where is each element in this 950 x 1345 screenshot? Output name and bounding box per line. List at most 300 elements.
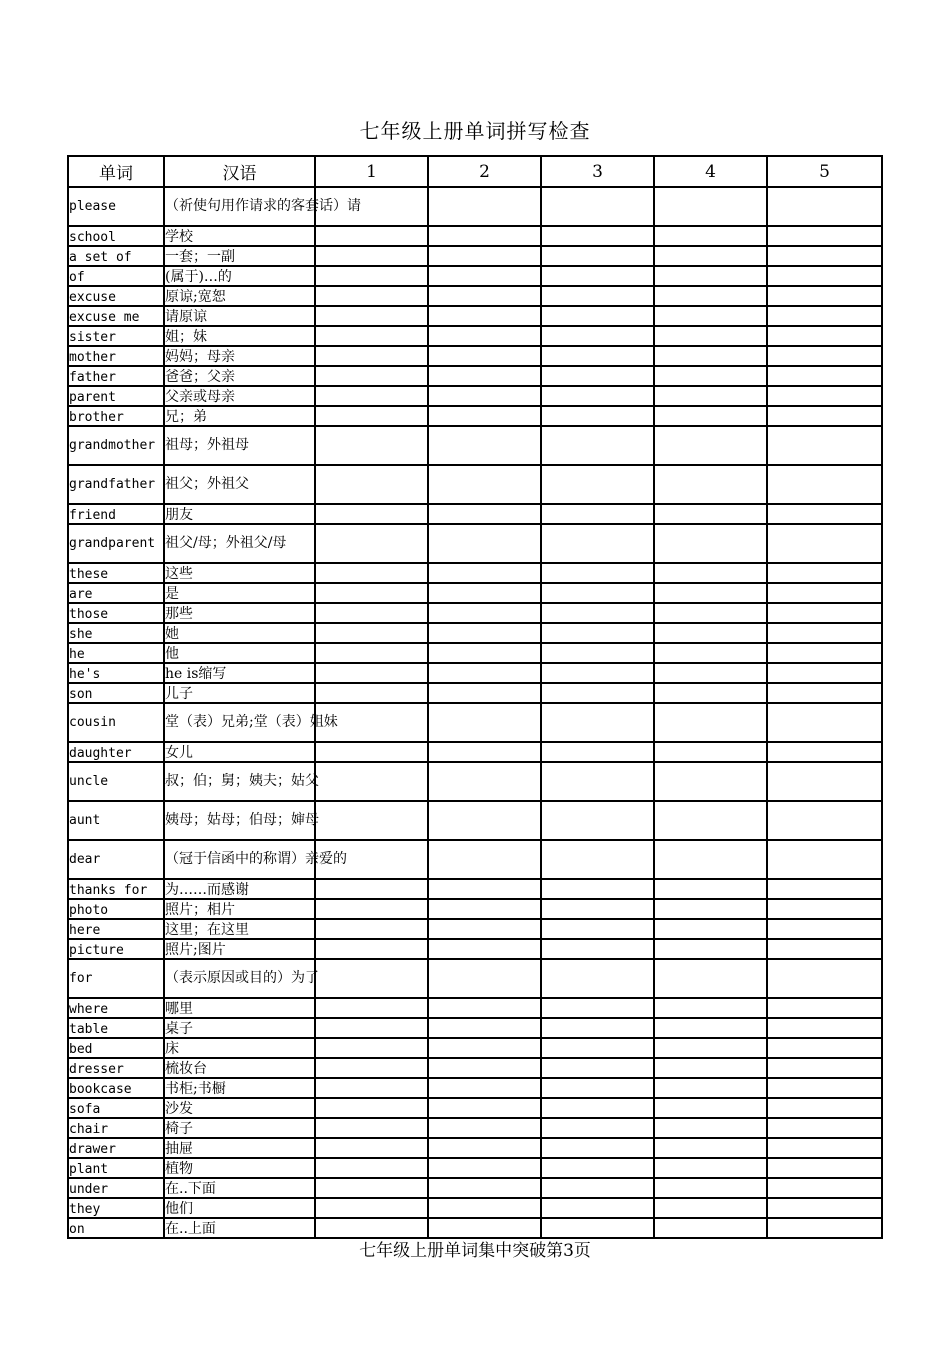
answer-cell-2[interactable] — [428, 959, 541, 998]
word-cell: drawer — [68, 1138, 164, 1158]
answer-cell-1[interactable] — [315, 959, 428, 998]
answer-cell-3[interactable] — [541, 465, 654, 504]
page-title: 七年级上册单词拼写检查 — [359, 119, 591, 143]
answer-cell-5[interactable] — [767, 1018, 882, 1038]
answer-cell-2[interactable] — [428, 899, 541, 919]
word-cell: father — [68, 366, 164, 386]
answer-cell-3[interactable] — [541, 879, 654, 899]
answer-cell-5[interactable] — [767, 563, 882, 583]
answer-cell-3[interactable] — [541, 1138, 654, 1158]
answer-cell-4[interactable] — [654, 801, 767, 840]
word-cell: mother — [68, 346, 164, 366]
answer-cell-4[interactable] — [654, 226, 767, 246]
answer-cell-4[interactable] — [654, 524, 767, 563]
answer-cell-4[interactable] — [654, 286, 767, 306]
word-cell: uncle — [68, 762, 164, 801]
answer-cell-2[interactable] — [428, 1038, 541, 1058]
answer-cell-4[interactable] — [654, 603, 767, 623]
answer-cell-3[interactable] — [541, 366, 654, 386]
answer-cell-2[interactable] — [428, 465, 541, 504]
answer-cell-3[interactable] — [541, 1178, 654, 1198]
answer-cell-4[interactable] — [654, 1078, 767, 1098]
table-row — [68, 939, 882, 959]
word-cell: grandmother — [68, 426, 164, 465]
table-row — [68, 226, 882, 246]
answer-cell-5[interactable] — [767, 998, 882, 1018]
word-cell: a set of — [68, 246, 164, 266]
chinese-meaning-cell: 祖母；外祖母 — [164, 426, 315, 465]
answer-cell-1[interactable] — [315, 1198, 428, 1218]
answer-cell-5[interactable] — [767, 226, 882, 246]
spelling-check-table — [67, 155, 883, 1239]
answer-cell-5[interactable] — [767, 266, 882, 286]
answer-cell-4[interactable] — [654, 504, 767, 524]
word-cell: grandparent — [68, 524, 164, 563]
answer-cell-5[interactable] — [767, 742, 882, 762]
word-cell: are — [68, 583, 164, 603]
word-cell: daughter — [68, 742, 164, 762]
answer-cell-4[interactable] — [654, 1178, 767, 1198]
chinese-meaning-cell: 床 — [164, 1038, 315, 1058]
answer-cell-4[interactable] — [654, 1018, 767, 1038]
table-row — [68, 899, 882, 919]
answer-cell-5[interactable] — [767, 663, 882, 683]
answer-cell-5[interactable] — [767, 1178, 882, 1198]
chinese-meaning-cell: 椅子 — [164, 1118, 315, 1138]
answer-cell-2[interactable] — [428, 366, 541, 386]
answer-cell-3[interactable] — [541, 1098, 654, 1118]
table-row — [68, 386, 882, 406]
answer-cell-3[interactable] — [541, 742, 654, 762]
answer-cell-3[interactable] — [541, 959, 654, 998]
word-cell: dresser — [68, 1058, 164, 1078]
answer-cell-4[interactable] — [654, 386, 767, 406]
answer-cell-2[interactable] — [428, 1058, 541, 1078]
answer-cell-4[interactable] — [654, 1218, 767, 1238]
chinese-meaning-cell: 为……而感谢 — [164, 879, 315, 899]
answer-cell-1[interactable] — [315, 1018, 428, 1038]
answer-cell-3[interactable] — [541, 426, 654, 465]
answer-cell-3[interactable] — [541, 246, 654, 266]
answer-cell-4[interactable] — [654, 703, 767, 742]
answer-cell-5[interactable] — [767, 366, 882, 386]
answer-cell-4[interactable] — [654, 1038, 767, 1058]
answer-cell-5[interactable] — [767, 1118, 882, 1138]
answer-cell-1[interactable] — [315, 623, 428, 643]
answer-cell-3[interactable] — [541, 187, 654, 226]
table-row — [68, 998, 882, 1018]
answer-cell-3[interactable] — [541, 899, 654, 919]
header-attempt-5: 5 — [767, 156, 882, 187]
answer-cell-1[interactable] — [315, 1078, 428, 1098]
answer-cell-2[interactable] — [428, 742, 541, 762]
answer-cell-5[interactable] — [767, 246, 882, 266]
answer-cell-4[interactable] — [654, 899, 767, 919]
answer-cell-2[interactable] — [428, 703, 541, 742]
answer-cell-1[interactable] — [315, 246, 428, 266]
answer-cell-4[interactable] — [654, 426, 767, 465]
answer-cell-5[interactable] — [767, 1218, 882, 1238]
answer-cell-4[interactable] — [654, 742, 767, 762]
answer-cell-2[interactable] — [428, 406, 541, 426]
chinese-meaning-cell: 在..下面 — [164, 1178, 315, 1198]
answer-cell-4[interactable] — [654, 998, 767, 1018]
answer-cell-2[interactable] — [428, 266, 541, 286]
answer-cell-3[interactable] — [541, 1018, 654, 1038]
answer-cell-5[interactable] — [767, 603, 882, 623]
word-cell: aunt — [68, 801, 164, 840]
answer-cell-2[interactable] — [428, 1178, 541, 1198]
answer-cell-3[interactable] — [541, 801, 654, 840]
chinese-meaning-cell: 祖父/母；外祖父/母 — [164, 524, 315, 563]
answer-cell-5[interactable] — [767, 504, 882, 524]
answer-cell-5[interactable] — [767, 346, 882, 366]
answer-cell-3[interactable] — [541, 919, 654, 939]
answer-cell-1[interactable] — [315, 366, 428, 386]
answer-cell-4[interactable] — [654, 583, 767, 603]
answer-cell-3[interactable] — [541, 524, 654, 563]
header-attempt-3: 3 — [541, 156, 654, 187]
word-cell: he's — [68, 663, 164, 683]
answer-cell-1[interactable] — [315, 426, 428, 465]
word-cell: dear — [68, 840, 164, 879]
answer-cell-4[interactable] — [654, 959, 767, 998]
table-row — [68, 187, 882, 226]
chinese-meaning-cell: 叔；伯；舅；姨夫；姑父 — [164, 762, 315, 801]
answer-cell-2[interactable] — [428, 187, 541, 226]
answer-cell-5[interactable] — [767, 1058, 882, 1078]
answer-cell-3[interactable] — [541, 306, 654, 326]
answer-cell-1[interactable] — [315, 1158, 428, 1178]
answer-cell-4[interactable] — [654, 306, 767, 326]
answer-cell-4[interactable] — [654, 919, 767, 939]
answer-cell-2[interactable] — [428, 762, 541, 801]
chinese-meaning-cell: （祈使句用作请求的客套话）请 — [164, 187, 315, 226]
chinese-meaning-cell: 爸爸；父亲 — [164, 366, 315, 386]
chinese-meaning-cell: 在..上面 — [164, 1218, 315, 1238]
answer-cell-2[interactable] — [428, 939, 541, 959]
answer-cell-3[interactable] — [541, 1038, 654, 1058]
answer-cell-3[interactable] — [541, 939, 654, 959]
answer-cell-4[interactable] — [654, 939, 767, 959]
table-row — [68, 1218, 882, 1238]
answer-cell-1[interactable] — [315, 1038, 428, 1058]
answer-cell-5[interactable] — [767, 386, 882, 406]
answer-cell-4[interactable] — [654, 563, 767, 583]
word-cell: school — [68, 226, 164, 246]
chinese-meaning-cell: 是 — [164, 583, 315, 603]
answer-cell-1[interactable] — [315, 563, 428, 583]
header-attempt-2: 2 — [428, 156, 541, 187]
chinese-meaning-cell: 妈妈；母亲 — [164, 346, 315, 366]
answer-cell-2[interactable] — [428, 1218, 541, 1238]
answer-cell-3[interactable] — [541, 504, 654, 524]
answer-cell-5[interactable] — [767, 919, 882, 939]
chinese-meaning-cell: 这里；在这里 — [164, 919, 315, 939]
chinese-meaning-cell: （冠于信函中的称谓）亲爱的 — [164, 840, 315, 879]
answer-cell-2[interactable] — [428, 1098, 541, 1118]
answer-cell-2[interactable] — [428, 879, 541, 899]
word-cell: sofa — [68, 1098, 164, 1118]
answer-cell-2[interactable] — [428, 524, 541, 563]
answer-cell-1[interactable] — [315, 1178, 428, 1198]
answer-cell-5[interactable] — [767, 306, 882, 326]
answer-cell-5[interactable] — [767, 1038, 882, 1058]
table-body — [68, 187, 882, 1238]
answer-cell-5[interactable] — [767, 939, 882, 959]
answer-cell-2[interactable] — [428, 426, 541, 465]
answer-cell-2[interactable] — [428, 1158, 541, 1178]
answer-cell-4[interactable] — [654, 1118, 767, 1138]
answer-cell-4[interactable] — [654, 1158, 767, 1178]
answer-cell-4[interactable] — [654, 346, 767, 366]
table-row — [68, 643, 882, 663]
answer-cell-5[interactable] — [767, 879, 882, 899]
header-row — [68, 156, 882, 187]
answer-cell-3[interactable] — [541, 623, 654, 643]
answer-cell-2[interactable] — [428, 1018, 541, 1038]
answer-cell-4[interactable] — [654, 465, 767, 504]
chinese-meaning-cell: 哪里 — [164, 998, 315, 1018]
answer-cell-5[interactable] — [767, 1098, 882, 1118]
answer-cell-4[interactable] — [654, 663, 767, 683]
answer-cell-3[interactable] — [541, 1218, 654, 1238]
answer-cell-1[interactable] — [315, 1118, 428, 1138]
answer-cell-3[interactable] — [541, 266, 654, 286]
answer-cell-4[interactable] — [654, 366, 767, 386]
answer-cell-1[interactable] — [315, 306, 428, 326]
answer-cell-4[interactable] — [654, 406, 767, 426]
table-row — [68, 840, 882, 879]
table-row — [68, 1078, 882, 1098]
answer-cell-5[interactable] — [767, 683, 882, 703]
answer-cell-2[interactable] — [428, 1198, 541, 1218]
table-row — [68, 623, 882, 643]
answer-cell-1[interactable] — [315, 266, 428, 286]
answer-cell-1[interactable] — [315, 879, 428, 899]
answer-cell-3[interactable] — [541, 663, 654, 683]
answer-cell-5[interactable] — [767, 959, 882, 998]
chinese-meaning-cell: 梳妆台 — [164, 1058, 315, 1078]
table-row — [68, 583, 882, 603]
answer-cell-4[interactable] — [654, 1198, 767, 1218]
table-row — [68, 426, 882, 465]
answer-cell-1[interactable] — [315, 465, 428, 504]
answer-cell-2[interactable] — [428, 226, 541, 246]
answer-cell-5[interactable] — [767, 801, 882, 840]
answer-cell-1[interactable] — [315, 998, 428, 1018]
answer-cell-3[interactable] — [541, 603, 654, 623]
answer-cell-5[interactable] — [767, 703, 882, 742]
answer-cell-1[interactable] — [315, 1138, 428, 1158]
answer-cell-4[interactable] — [654, 1098, 767, 1118]
answer-cell-1[interactable] — [315, 326, 428, 346]
answer-cell-5[interactable] — [767, 762, 882, 801]
chinese-meaning-cell: 抽屉 — [164, 1138, 315, 1158]
answer-cell-1[interactable] — [315, 504, 428, 524]
answer-cell-3[interactable] — [541, 326, 654, 346]
answer-cell-3[interactable] — [541, 563, 654, 583]
answer-cell-4[interactable] — [654, 1138, 767, 1158]
answer-cell-2[interactable] — [428, 1078, 541, 1098]
answer-cell-2[interactable] — [428, 504, 541, 524]
answer-cell-1[interactable] — [315, 643, 428, 663]
answer-cell-1[interactable] — [315, 583, 428, 603]
answer-cell-1[interactable] — [315, 1058, 428, 1078]
answer-cell-4[interactable] — [654, 683, 767, 703]
chinese-meaning-cell: 女儿 — [164, 742, 315, 762]
answer-cell-2[interactable] — [428, 663, 541, 683]
answer-cell-2[interactable] — [428, 326, 541, 346]
answer-cell-1[interactable] — [315, 742, 428, 762]
answer-cell-1[interactable] — [315, 939, 428, 959]
answer-cell-1[interactable] — [315, 683, 428, 703]
answer-cell-5[interactable] — [767, 286, 882, 306]
answer-cell-3[interactable] — [541, 1158, 654, 1178]
answer-cell-5[interactable] — [767, 583, 882, 603]
answer-cell-1[interactable] — [315, 1098, 428, 1118]
answer-cell-5[interactable] — [767, 643, 882, 663]
answer-cell-2[interactable] — [428, 386, 541, 406]
answer-cell-3[interactable] — [541, 703, 654, 742]
answer-cell-3[interactable] — [541, 998, 654, 1018]
word-cell: plant — [68, 1158, 164, 1178]
answer-cell-3[interactable] — [541, 683, 654, 703]
chinese-meaning-cell: 植物 — [164, 1158, 315, 1178]
header-attempt-1: 1 — [315, 156, 428, 187]
answer-cell-3[interactable] — [541, 1078, 654, 1098]
word-cell: grandfather — [68, 465, 164, 504]
chinese-meaning-cell: 父亲或母亲 — [164, 386, 315, 406]
table-row — [68, 563, 882, 583]
answer-cell-3[interactable] — [541, 346, 654, 366]
table-row — [68, 1138, 882, 1158]
answer-cell-2[interactable] — [428, 1118, 541, 1138]
word-cell: under — [68, 1178, 164, 1198]
answer-cell-1[interactable] — [315, 226, 428, 246]
answer-cell-2[interactable] — [428, 346, 541, 366]
answer-cell-2[interactable] — [428, 623, 541, 643]
answer-cell-3[interactable] — [541, 762, 654, 801]
answer-cell-4[interactable] — [654, 643, 767, 663]
answer-cell-1[interactable] — [315, 899, 428, 919]
table-row — [68, 683, 882, 703]
chinese-meaning-cell: 儿子 — [164, 683, 315, 703]
answer-cell-4[interactable] — [654, 187, 767, 226]
answer-cell-5[interactable] — [767, 1078, 882, 1098]
answer-cell-1[interactable] — [315, 663, 428, 683]
chinese-meaning-cell: 堂（表）兄弟;堂（表）姐妹 — [164, 703, 315, 742]
answer-cell-2[interactable] — [428, 286, 541, 306]
chinese-meaning-cell: (属于)…的 — [164, 266, 315, 286]
answer-cell-5[interactable] — [767, 623, 882, 643]
answer-cell-3[interactable] — [541, 643, 654, 663]
answer-cell-3[interactable] — [541, 1198, 654, 1218]
word-cell: where — [68, 998, 164, 1018]
answer-cell-4[interactable] — [654, 1058, 767, 1078]
answer-cell-5[interactable] — [767, 1138, 882, 1158]
answer-cell-4[interactable] — [654, 879, 767, 899]
word-cell: bookcase — [68, 1078, 164, 1098]
answer-cell-1[interactable] — [315, 919, 428, 939]
answer-cell-5[interactable] — [767, 406, 882, 426]
word-cell: bed — [68, 1038, 164, 1058]
answer-cell-1[interactable] — [315, 286, 428, 306]
word-cell: chair — [68, 1118, 164, 1138]
answer-cell-5[interactable] — [767, 524, 882, 563]
answer-cell-3[interactable] — [541, 406, 654, 426]
answer-cell-5[interactable] — [767, 1158, 882, 1178]
table-row — [68, 306, 882, 326]
answer-cell-2[interactable] — [428, 683, 541, 703]
header-chinese: 汉语 — [164, 156, 315, 187]
answer-cell-5[interactable] — [767, 1198, 882, 1218]
answer-cell-3[interactable] — [541, 1118, 654, 1138]
answer-cell-2[interactable] — [428, 603, 541, 623]
answer-cell-2[interactable] — [428, 801, 541, 840]
answer-cell-5[interactable] — [767, 465, 882, 504]
chinese-meaning-cell: 请原谅 — [164, 306, 315, 326]
answer-cell-5[interactable] — [767, 426, 882, 465]
answer-cell-1[interactable] — [315, 346, 428, 366]
answer-cell-1[interactable] — [315, 1218, 428, 1238]
answer-cell-3[interactable] — [541, 386, 654, 406]
answer-cell-4[interactable] — [654, 266, 767, 286]
answer-cell-5[interactable] — [767, 326, 882, 346]
answer-cell-2[interactable] — [428, 643, 541, 663]
answer-cell-2[interactable] — [428, 246, 541, 266]
answer-cell-3[interactable] — [541, 840, 654, 879]
answer-cell-4[interactable] — [654, 623, 767, 643]
word-cell: for — [68, 959, 164, 998]
answer-cell-2[interactable] — [428, 919, 541, 939]
answer-cell-2[interactable] — [428, 306, 541, 326]
word-cell: of — [68, 266, 164, 286]
answer-cell-2[interactable] — [428, 583, 541, 603]
answer-cell-4[interactable] — [654, 840, 767, 879]
word-cell: on — [68, 1218, 164, 1238]
table-row — [68, 801, 882, 840]
answer-cell-2[interactable] — [428, 998, 541, 1018]
word-cell: thanks for — [68, 879, 164, 899]
answer-cell-1[interactable] — [315, 406, 428, 426]
answer-cell-2[interactable] — [428, 1138, 541, 1158]
answer-cell-1[interactable] — [315, 386, 428, 406]
answer-cell-5[interactable] — [767, 840, 882, 879]
table-row — [68, 663, 882, 683]
chinese-meaning-cell: 他们 — [164, 1198, 315, 1218]
word-cell: sister — [68, 326, 164, 346]
answer-cell-1[interactable] — [315, 762, 428, 801]
answer-cell-4[interactable] — [654, 762, 767, 801]
answer-cell-1[interactable] — [315, 801, 428, 840]
chinese-meaning-cell: 桌子 — [164, 1018, 315, 1038]
answer-cell-1[interactable] — [315, 603, 428, 623]
answer-cell-4[interactable] — [654, 246, 767, 266]
answer-cell-5[interactable] — [767, 899, 882, 919]
answer-cell-1[interactable] — [315, 524, 428, 563]
answer-cell-3[interactable] — [541, 1058, 654, 1078]
answer-cell-4[interactable] — [654, 326, 767, 346]
answer-cell-2[interactable] — [428, 840, 541, 879]
answer-cell-5[interactable] — [767, 187, 882, 226]
table-row — [68, 1178, 882, 1198]
answer-cell-2[interactable] — [428, 563, 541, 583]
answer-cell-3[interactable] — [541, 583, 654, 603]
answer-cell-3[interactable] — [541, 286, 654, 306]
table-row — [68, 504, 882, 524]
answer-cell-3[interactable] — [541, 226, 654, 246]
